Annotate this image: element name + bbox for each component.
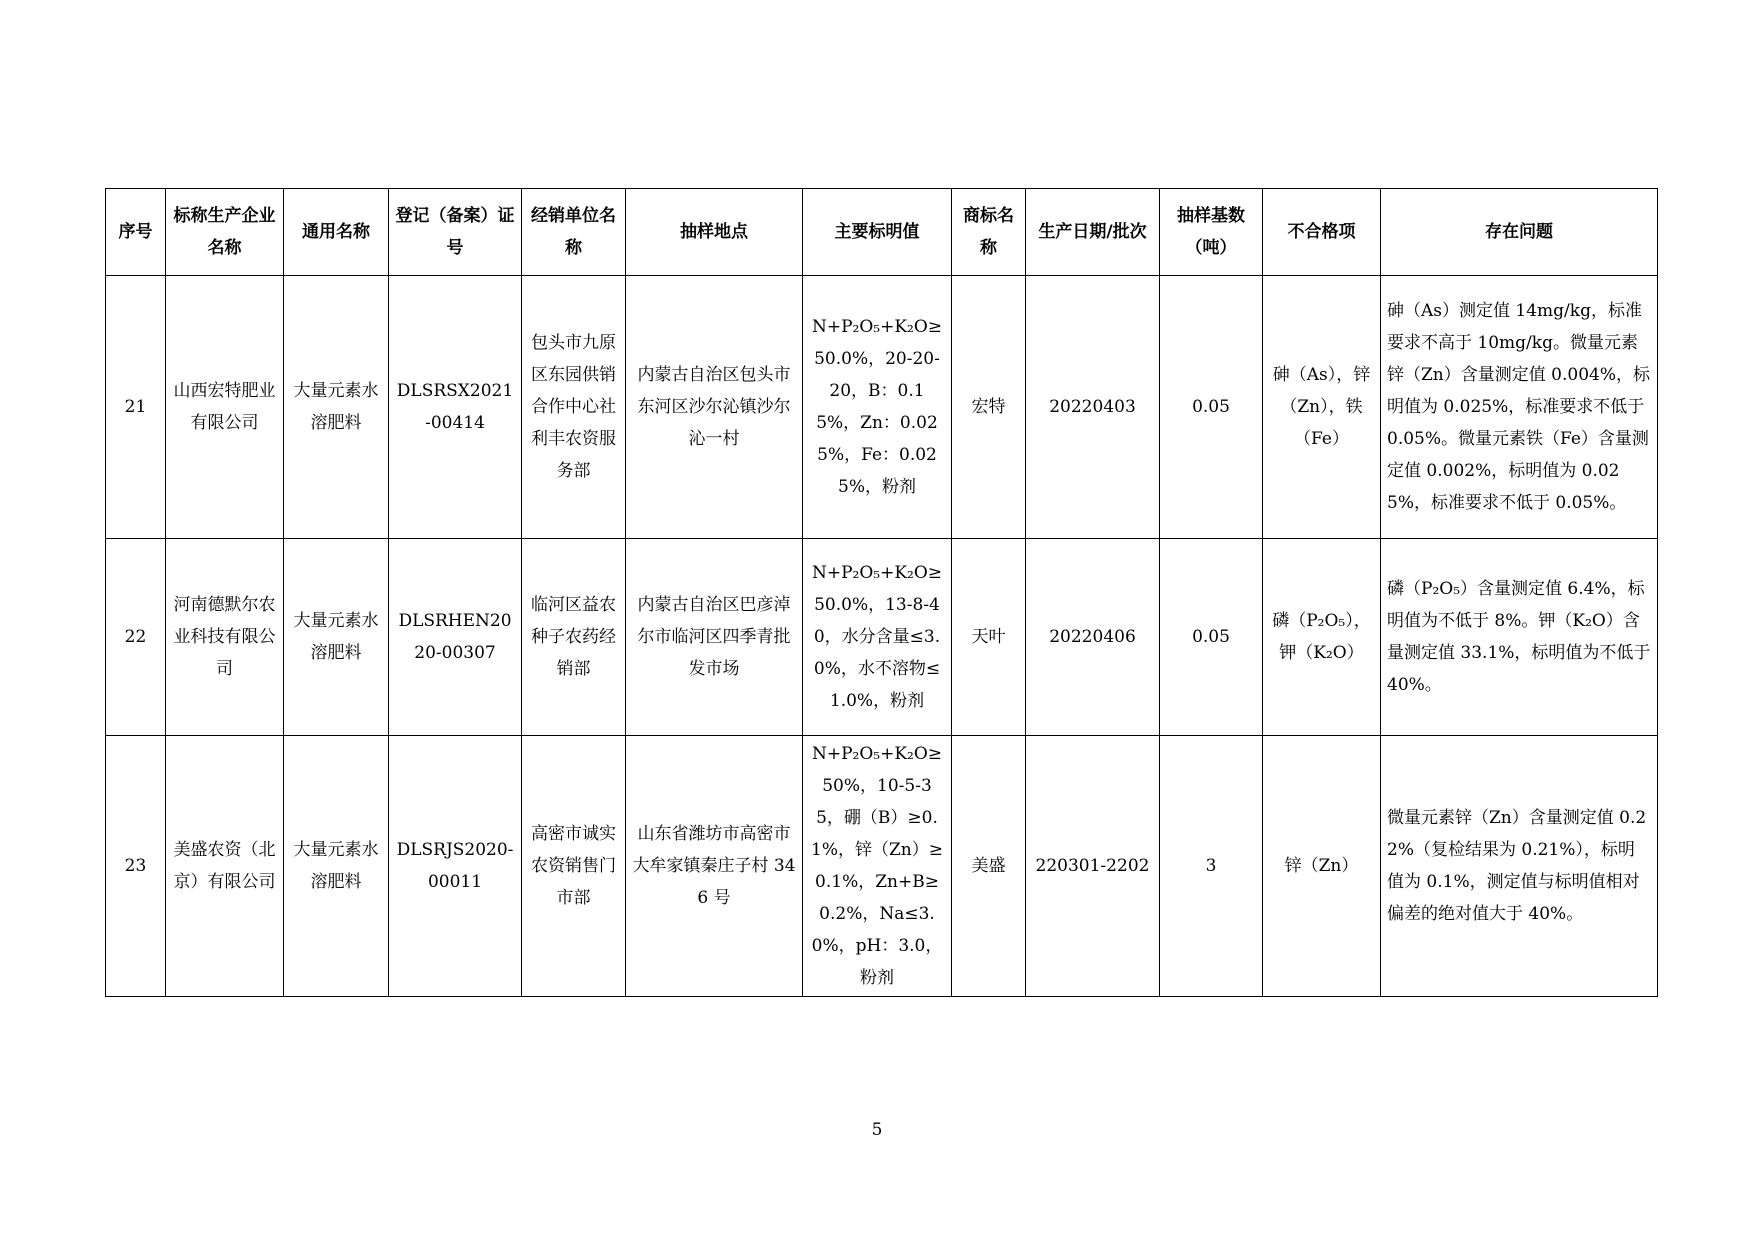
cell-batch: 20220406: [1026, 539, 1160, 736]
header-failed-items: 不合格项: [1263, 189, 1381, 276]
cell-brand: 天叶: [952, 539, 1026, 736]
table-header-row: [106, 189, 1658, 276]
cell-main-values: N+P₂O₅+K₂O≥50%，10-5-35，硼（B）≥0.1%，锌（Zn）≥0.1%，Zn+B≥0.2%，Na≤3.0%，pH：3.0，粉剂: [803, 736, 952, 997]
cell-registration-no: DLSRJS2020-00011: [389, 736, 522, 997]
cell-problems: 微量元素锌（Zn）含量测定值 0.22%（复检结果为 0.21%），标明值为 0.1%，测定值与标明值相对偏差的绝对值大于 40%。: [1381, 736, 1658, 997]
cell-serial: 23: [106, 736, 166, 997]
header-registration-no: 登记（备案）证号: [389, 189, 522, 276]
cell-serial: 21: [106, 276, 166, 539]
cell-distributor: 包头市九原区东园供销合作中心社利丰农资服务部: [522, 276, 626, 539]
cell-main-values: N+P₂O₅+K₂O≥50.0%，13-8-40，水分含量≤3.0%，水不溶物≤1.0%，粉剂: [803, 539, 952, 736]
header-serial: 序号: [106, 189, 166, 276]
cell-common-name: 大量元素水溶肥料: [284, 276, 389, 539]
header-problems: 存在问题: [1381, 189, 1658, 276]
cell-brand: 美盛: [952, 736, 1026, 997]
header-brand: 商标名称: [952, 189, 1026, 276]
cell-problems: 磷（P₂O₅）含量测定值 6.4%，标明值为不低于 8%。钾（K₂O）含量测定值 33.1%，标明值为不低于 40%。: [1381, 539, 1658, 736]
cell-company: 美盛农资（北京）有限公司: [166, 736, 284, 997]
cell-sampling-base: 0.05: [1160, 539, 1263, 736]
cell-batch: 220301-2202: [1026, 736, 1160, 997]
cell-common-name: 大量元素水溶肥料: [284, 736, 389, 997]
cell-batch: 20220403: [1026, 276, 1160, 539]
cell-registration-no: DLSRSX2021-00414: [389, 276, 522, 539]
cell-serial: 22: [106, 539, 166, 736]
cell-problems: 砷（As）测定值 14mg/kg，标准要求不高于 10mg/kg。微量元素锌（Zn）含量测定值 0.004%，标明值为 0.025%，标准要求不低于 0.05%。微量元素铁（Fe）含量测定值 0.002%，标明值为 0.025%，标准要求不低于 0.05%。: [1381, 276, 1658, 539]
table-row: [106, 539, 1658, 736]
cell-sampling-location: 山东省潍坊市高密市大牟家镇秦庄子村 346 号: [626, 736, 803, 997]
cell-failed-items: 锌（Zn）: [1263, 736, 1381, 997]
cell-company: 山西宏特肥业有限公司: [166, 276, 284, 539]
page-number: 5: [871, 1120, 883, 1140]
cell-failed-items: 磷（P₂O₅），钾（K₂O）: [1263, 539, 1381, 736]
cell-sampling-base: 3: [1160, 736, 1263, 997]
fertilizer-inspection-table: [105, 188, 1658, 997]
results-table-container: [105, 188, 1657, 997]
header-sampling-base: 抽样基数（吨）: [1160, 189, 1263, 276]
cell-distributor: 临河区益农种子农药经销部: [522, 539, 626, 736]
header-distributor: 经销单位名称: [522, 189, 626, 276]
cell-company: 河南德默尔农业科技有限公司: [166, 539, 284, 736]
table-row: [106, 736, 1658, 997]
header-batch: 生产日期/批次: [1026, 189, 1160, 276]
cell-registration-no: DLSRHEN2020-00307: [389, 539, 522, 736]
table-row: [106, 276, 1658, 539]
header-company: 标称生产企业名称: [166, 189, 284, 276]
header-common-name: 通用名称: [284, 189, 389, 276]
cell-sampling-location: 内蒙古自治区巴彦淖尔市临河区四季青批发市场: [626, 539, 803, 736]
header-main-values: 主要标明值: [803, 189, 952, 276]
cell-brand: 宏特: [952, 276, 1026, 539]
cell-failed-items: 砷（As），锌（Zn），铁（Fe）: [1263, 276, 1381, 539]
cell-sampling-base: 0.05: [1160, 276, 1263, 539]
cell-main-values: N+P₂O₅+K₂O≥50.0%，20-20-20，B：0.15%，Zn：0.025%，Fe：0.025%，粉剂: [803, 276, 952, 539]
cell-distributor: 高密市诚实农资销售门市部: [522, 736, 626, 997]
header-sampling-location: 抽样地点: [626, 189, 803, 276]
cell-sampling-location: 内蒙古自治区包头市东河区沙尔沁镇沙尔沁一村: [626, 276, 803, 539]
cell-common-name: 大量元素水溶肥料: [284, 539, 389, 736]
